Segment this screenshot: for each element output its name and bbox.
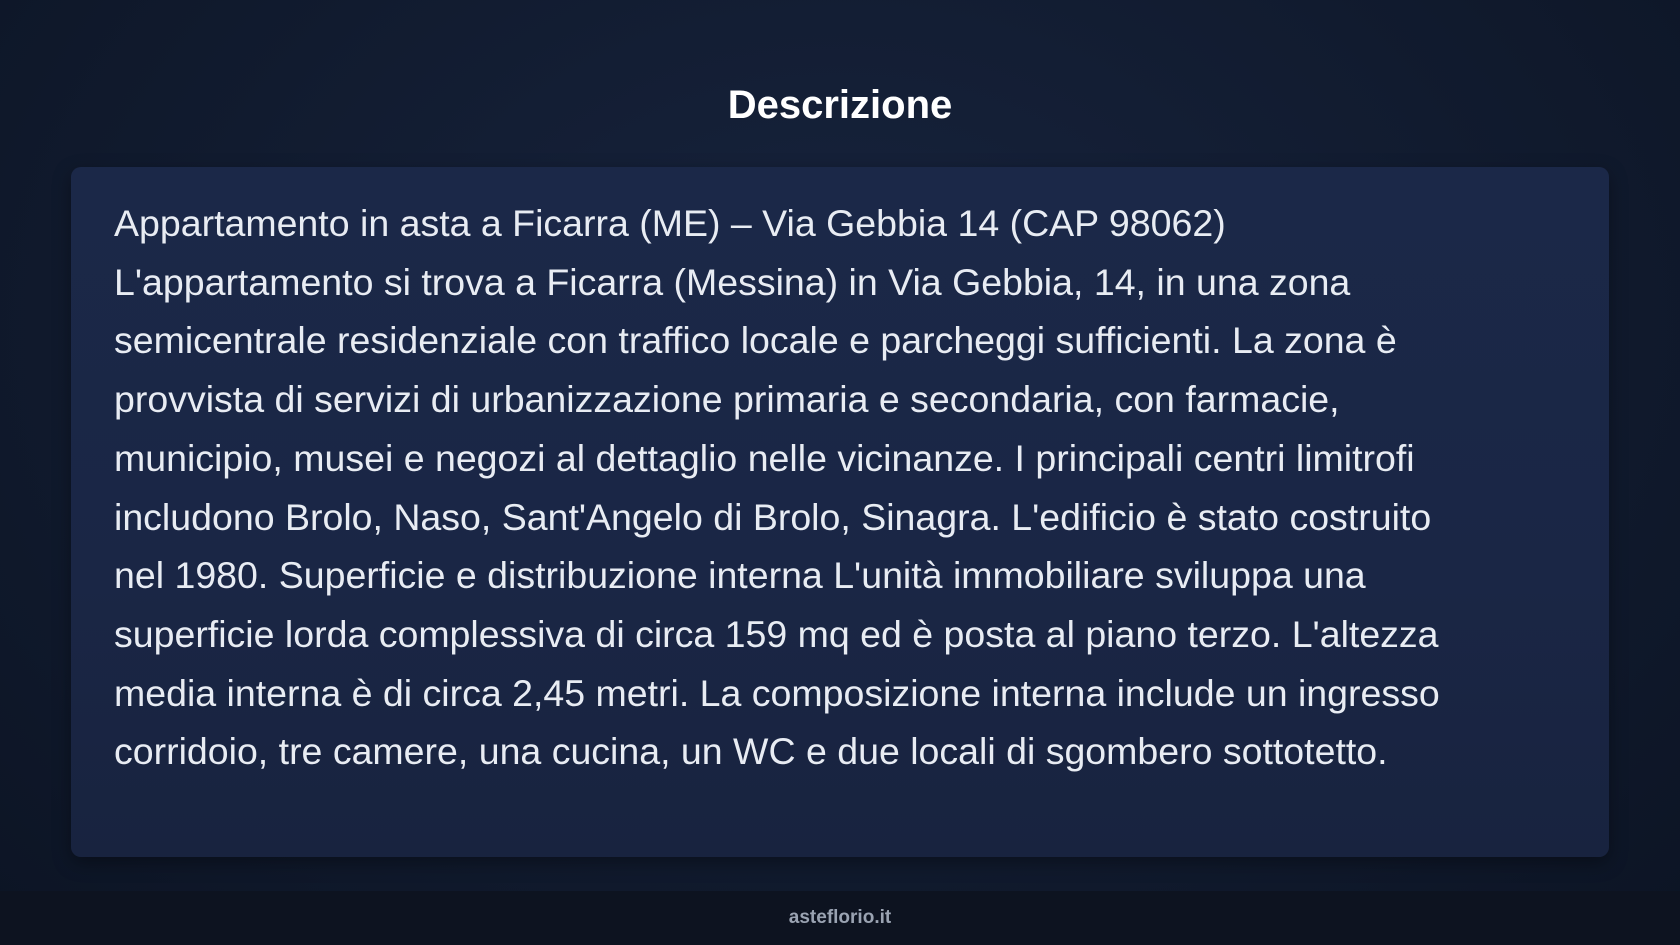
description-line: semicentrale residenziale con traffico locale e parcheggi sufficienti. La zona è (114, 319, 1397, 362)
description-line: L'appartamento si trova a Ficarra (Messina) in Via Gebbia, 14, in una zona (114, 260, 1351, 303)
description-line: media interna è di circa 2,45 metri. La composizione interna include un ingresso (114, 671, 1440, 714)
description-line: nel 1980. Superficie e distribuzione interna L'unità immobiliare sviluppa una (114, 554, 1366, 597)
description-line: corridoio, tre camere, una cucina, un WC e due locali di sgombero sottotetto. (114, 730, 1388, 773)
description-line: Appartamento in asta a Ficarra (ME) – Via Gebbia 14 (CAP 98062) (114, 202, 1226, 244)
footer (0, 891, 1680, 945)
footer-site-label: asteflorio.it (788, 907, 892, 928)
description-line: municipio, musei e negozi al dettaglio nelle vicinanze. I principali centri limitrofi (114, 436, 1415, 479)
page-title: Descrizione (727, 83, 953, 127)
description-line: superficie lorda complessiva di circa 159 mq ed è posta al piano terzo. L'altezza (114, 612, 1439, 655)
description-line: includono Brolo, Naso, Sant'Angelo di Brolo, Sinagra. L'edificio è stato costruito (114, 495, 1432, 538)
description-card (71, 167, 1609, 857)
description-line: provvista di servizi di urbanizzazione primaria e secondaria, con farmacie, (114, 378, 1340, 421)
description-text (114, 194, 1574, 781)
